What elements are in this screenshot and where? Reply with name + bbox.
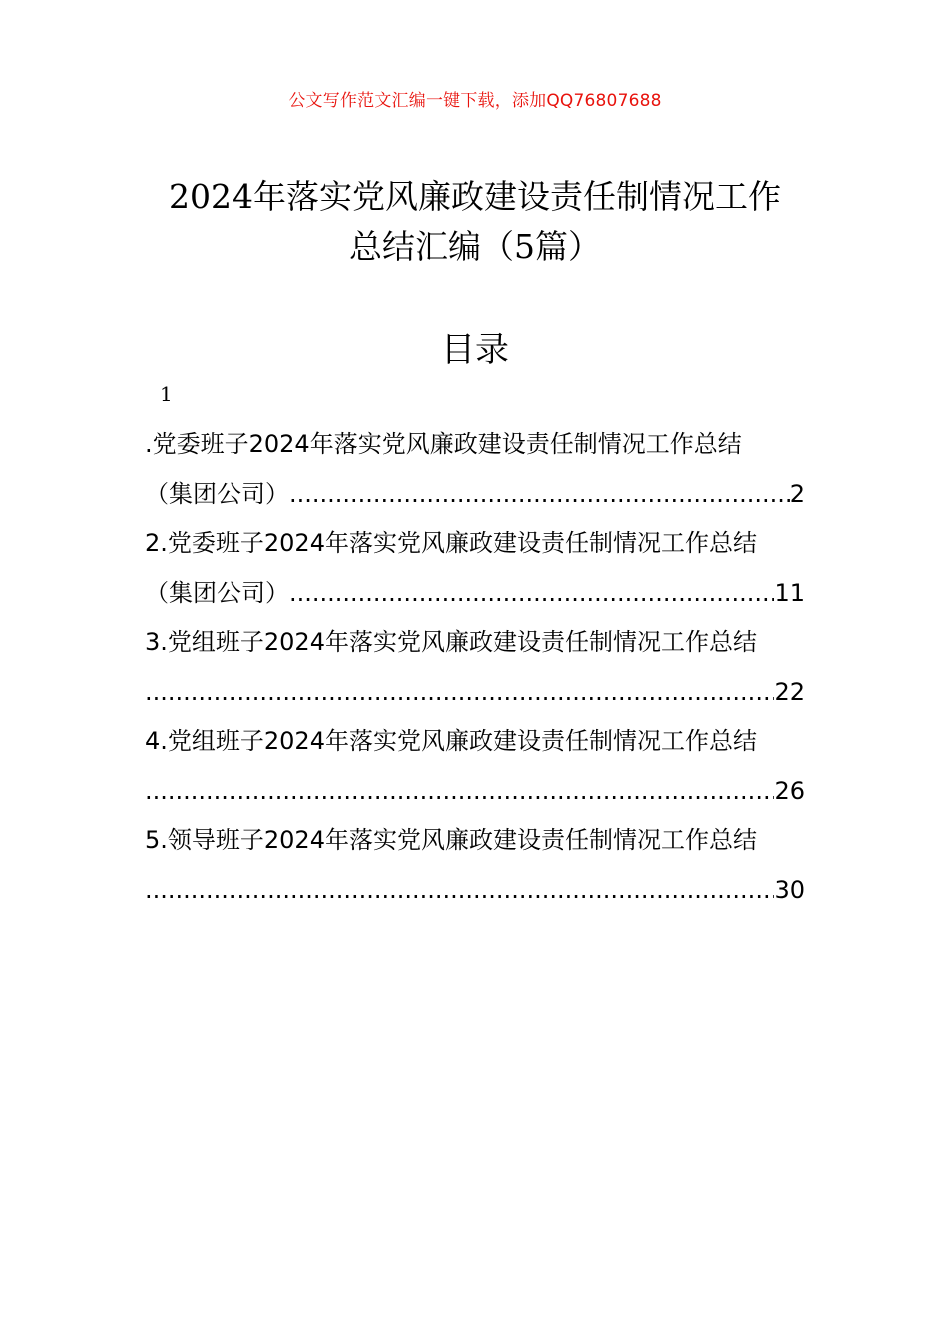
toc-entry-page[interactable]: 11 <box>774 578 805 607</box>
toc-first-number: 1 <box>160 382 173 406</box>
toc-entry-page[interactable]: 22 <box>774 677 805 706</box>
dot-leader <box>145 866 774 916</box>
dot-leader <box>145 767 774 817</box>
dot-leader <box>145 668 774 718</box>
toc-entry-page[interactable]: 26 <box>774 776 805 805</box>
title-line-1: 2024年落实党风廉政建设责任制情况工作 <box>169 177 781 216</box>
toc-entry-5-title[interactable] <box>145 816 805 866</box>
toc-entry-subtitle[interactable]: （集团公司） <box>145 479 289 508</box>
table-of-contents <box>145 420 805 915</box>
toc-entry-page[interactable]: 30 <box>774 875 805 904</box>
document-title <box>0 172 950 272</box>
toc-entry-1-leader[interactable] <box>145 470 805 520</box>
toc-entry-page[interactable]: 2 <box>789 479 805 508</box>
dot-leader <box>289 470 790 520</box>
toc-entry-4-leader[interactable] <box>145 767 805 817</box>
toc-entry-5-leader[interactable] <box>145 866 805 916</box>
title-line-2: 总结汇编（5篇） <box>349 227 601 266</box>
toc-entry-4-title[interactable] <box>145 717 805 767</box>
toc-entry-subtitle[interactable]: （集团公司） <box>145 578 289 607</box>
dot-leader <box>289 569 774 619</box>
toc-entry-title[interactable]: 2.党委班子2024年落实党风廉政建设责任制情况工作总结 <box>145 529 757 557</box>
toc-heading: 目录 <box>441 330 509 370</box>
toc-entry-2-title[interactable] <box>145 519 805 569</box>
toc-entry-3-title[interactable] <box>145 618 805 668</box>
toc-entry-2-leader[interactable] <box>145 569 805 619</box>
toc-entry-title[interactable]: .党委班子2024年落实党风廉政建设责任制情况工作总结 <box>145 430 742 458</box>
toc-entry-title[interactable]: 5.领导班子2024年落实党风廉政建设责任制情况工作总结 <box>145 826 757 854</box>
toc-entry-title[interactable]: 3.党组班子2024年落实党风廉政建设责任制情况工作总结 <box>145 628 757 656</box>
toc-entry-title[interactable]: 4.党组班子2024年落实党风廉政建设责任制情况工作总结 <box>145 727 757 755</box>
toc-entry-3-leader[interactable] <box>145 668 805 718</box>
toc-entry-1-title[interactable] <box>145 420 805 470</box>
header-note: 公文写作范文汇编一键下载，添加QQ76807688 <box>288 91 662 111</box>
